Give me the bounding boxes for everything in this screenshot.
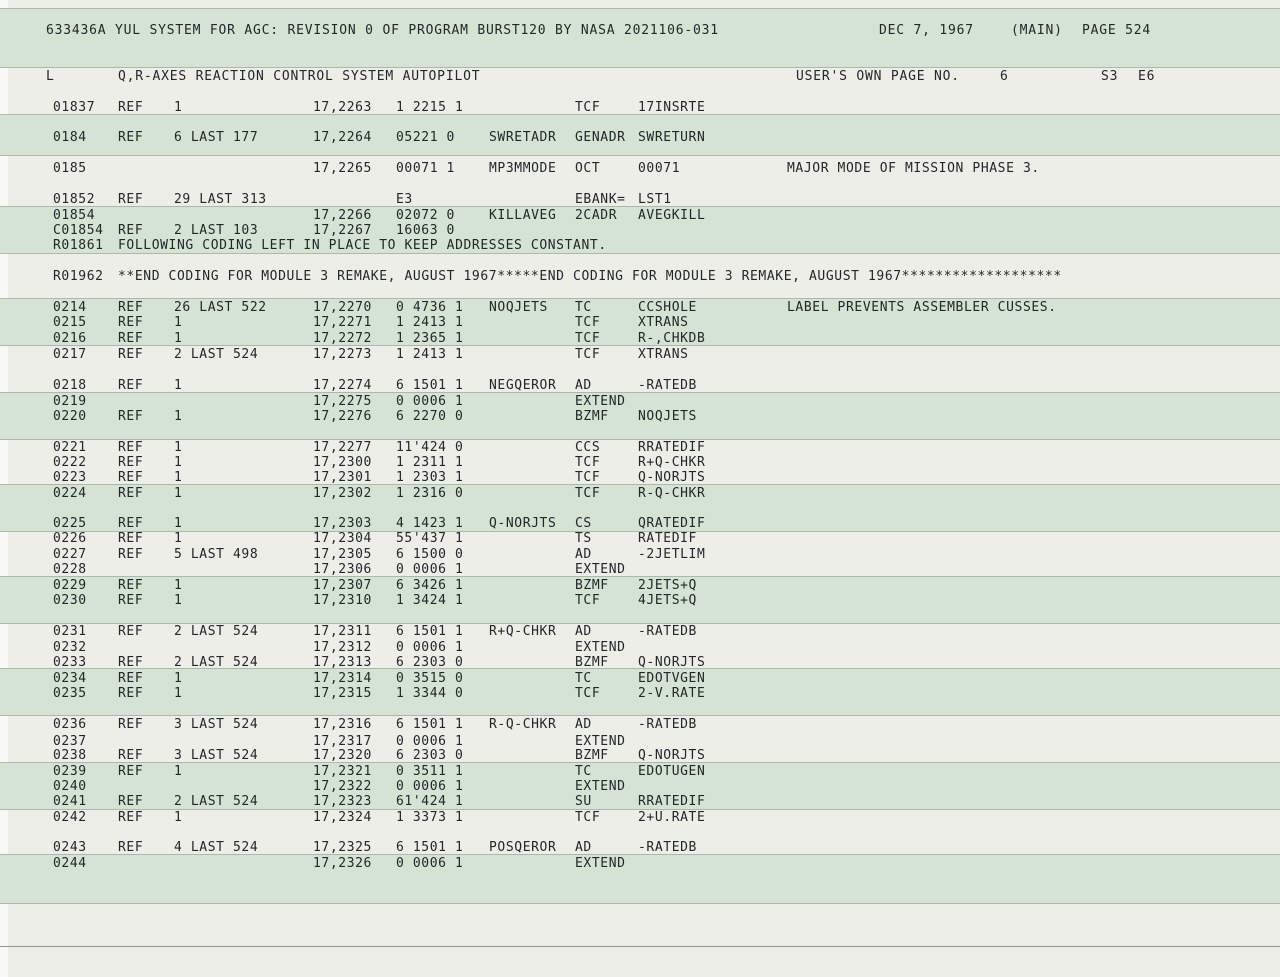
line-operand: -RATEDB — [638, 717, 697, 732]
line-opcode: TCF — [575, 331, 601, 346]
listing-date: DEC 7, 1967 — [879, 23, 974, 38]
line-seq: 0228 — [53, 562, 87, 577]
line-ref: REF — [118, 810, 144, 825]
line-opcode: EBANK= — [575, 192, 626, 207]
line-operand: -2JETLIM — [638, 547, 706, 562]
line-operand: XTRANS — [638, 315, 689, 330]
line-refs: 1 — [174, 486, 183, 501]
green-band — [0, 854, 1280, 904]
page-number: PAGE 524 — [1082, 23, 1152, 38]
users-page-number: 6 — [1000, 69, 1009, 84]
line-word: 1 3344 0 — [396, 686, 464, 701]
line-address: 17,2277 — [313, 440, 372, 455]
line-opcode: AD — [575, 624, 592, 639]
line-address: 17,2267 — [313, 223, 372, 238]
line-seq: R01861 — [53, 238, 104, 253]
line-opcode: TCF — [575, 486, 601, 501]
line-opcode: AD — [575, 547, 592, 562]
line-word: 6 1501 1 — [396, 378, 464, 393]
line-ref: REF — [118, 624, 144, 639]
line-opcode: BZMF — [575, 748, 609, 763]
line-address: 17,2270 — [313, 300, 372, 315]
line-address: 17,2271 — [313, 315, 372, 330]
line-operand: RATEDIF — [638, 531, 697, 546]
line-ref: REF — [118, 794, 144, 809]
line-operand: 2-V.RATE — [638, 686, 706, 701]
line-seq: 0240 — [53, 779, 87, 794]
line-seq: 0231 — [53, 624, 87, 639]
line-operand: AVEGKILL — [638, 208, 706, 223]
line-ref: REF — [118, 547, 144, 562]
line-seq: 0216 — [53, 331, 87, 346]
line-opcode: BZMF — [575, 578, 609, 593]
line-refs: 1 — [174, 378, 183, 393]
line-ref: REF — [118, 470, 144, 485]
line-opcode: TCF — [575, 686, 601, 701]
line-word: 6 2270 0 — [396, 409, 464, 424]
line-refs: 1 — [174, 470, 183, 485]
line-label: NEGQEROR — [489, 378, 557, 393]
subheader-marker: L — [46, 69, 55, 84]
line-seq: 0235 — [53, 686, 87, 701]
line-operand: -RATEDB — [638, 624, 697, 639]
line-ref: REF — [118, 671, 144, 686]
line-operand: RRATEDIF — [638, 440, 706, 455]
line-word: 1 3373 1 — [396, 810, 464, 825]
line-seq: 0236 — [53, 717, 87, 732]
line-refs: 5 LAST 498 — [174, 547, 259, 562]
line-label: R-Q-CHKR — [489, 717, 557, 732]
line-seq: 0241 — [53, 794, 87, 809]
line-opcode: EXTEND — [575, 394, 626, 409]
line-label: MP3MMODE — [489, 161, 557, 176]
line-ref: REF — [118, 578, 144, 593]
line-operand: SWRETURN — [638, 130, 706, 145]
line-opcode: TCF — [575, 100, 601, 115]
line-word: 0 0006 1 — [396, 779, 464, 794]
line-operand: 2+U.RATE — [638, 810, 706, 825]
line-seq: 0218 — [53, 378, 87, 393]
line-ref: REF — [118, 486, 144, 501]
line-ref: REF — [118, 655, 144, 670]
line-address: 17,2302 — [313, 486, 372, 501]
line-word: 1 3424 1 — [396, 593, 464, 608]
line-label: R+Q-CHKR — [489, 624, 557, 639]
green-band — [0, 8, 1280, 68]
line-ref: REF — [118, 130, 144, 145]
line-seq: 0223 — [53, 470, 87, 485]
line-word: 4 1423 1 — [396, 516, 464, 531]
line-ref: REF — [118, 192, 144, 207]
line-opcode: TCF — [575, 810, 601, 825]
line-operand: Q-NORJTS — [638, 748, 706, 763]
line-seq: 0234 — [53, 671, 87, 686]
line-ref: REF — [118, 409, 144, 424]
line-refs: 2 LAST 103 — [174, 223, 259, 238]
line-ref: REF — [118, 331, 144, 346]
line-seq: 0185 — [53, 161, 87, 176]
line-word: 6 1501 1 — [396, 624, 464, 639]
line-opcode: TC — [575, 671, 592, 686]
line-word: 6 2303 0 — [396, 655, 464, 670]
line-refs: 1 — [174, 516, 183, 531]
line-operand: Q-NORJTS — [638, 470, 706, 485]
line-seq: 0219 — [53, 394, 87, 409]
line-seq: 0184 — [53, 130, 87, 145]
line-operand: -RATEDB — [638, 840, 697, 855]
line-word: 6 2303 0 — [396, 748, 464, 763]
line-refs: 1 — [174, 315, 183, 330]
line-address: 17,2276 — [313, 409, 372, 424]
line-ref: REF — [118, 593, 144, 608]
line-opcode: BZMF — [575, 655, 609, 670]
line-address: 17,2313 — [313, 655, 372, 670]
line-seq: 0221 — [53, 440, 87, 455]
line-comment: LABEL PREVENTS ASSEMBLER CUSSES. — [787, 300, 1057, 315]
line-address: 17,2325 — [313, 840, 372, 855]
line-opcode: EXTEND — [575, 640, 626, 655]
line-opcode: TCF — [575, 455, 601, 470]
line-word: 11'424 0 — [396, 440, 464, 455]
line-opcode: SU — [575, 794, 592, 809]
users-page-label: USER'S OWN PAGE NO. — [796, 69, 960, 84]
line-address: 17,2301 — [313, 470, 372, 485]
line-opcode: EXTEND — [575, 779, 626, 794]
line-opcode: 2CADR — [575, 208, 618, 223]
line-address: 17,2326 — [313, 856, 372, 871]
line-refs: 1 — [174, 578, 183, 593]
line-address: 17,2273 — [313, 347, 372, 362]
line-operand: 17INSRTE — [638, 100, 706, 115]
line-word: 61'424 1 — [396, 794, 464, 809]
line-seq: 01852 — [53, 192, 96, 207]
line-seq: 01854 — [53, 208, 96, 223]
line-address: 17,2314 — [313, 671, 372, 686]
line-word: 0 0006 1 — [396, 562, 464, 577]
line-opcode: AD — [575, 378, 592, 393]
line-word: 0 0006 1 — [396, 640, 464, 655]
line-address: 17,2324 — [313, 810, 372, 825]
line-operand: NOQJETS — [638, 409, 697, 424]
line-word: 1 2316 0 — [396, 486, 464, 501]
line-label: POSQEROR — [489, 840, 557, 855]
line-operand: 00071 — [638, 161, 681, 176]
listing-main: (MAIN) — [1011, 23, 1063, 38]
line-ref: REF — [118, 300, 144, 315]
line-operand: R+Q-CHKR — [638, 455, 706, 470]
line-word: 1 2413 1 — [396, 315, 464, 330]
line-word: 0 4736 1 — [396, 300, 464, 315]
line-opcode: GENADR — [575, 130, 626, 145]
line-seq: 0217 — [53, 347, 87, 362]
line-refs: 1 — [174, 671, 183, 686]
line-opcode: OCT — [575, 161, 601, 176]
section-title: Q,R-AXES REACTION CONTROL SYSTEM AUTOPILOT — [118, 69, 481, 84]
line-seq: 0242 — [53, 810, 87, 825]
line-address: 17,2316 — [313, 717, 372, 732]
line-seq: 0226 — [53, 531, 87, 546]
line-ref: REF — [118, 347, 144, 362]
line-seq: 0243 — [53, 840, 87, 855]
line-refs: 2 LAST 524 — [174, 624, 259, 639]
line-operand: R-,CHKDB — [638, 331, 706, 346]
line-address: 17,2310 — [313, 593, 372, 608]
line-seq: 01837 — [53, 100, 96, 115]
line-refs: 26 LAST 522 — [174, 300, 267, 315]
line-label: KILLAVEG — [489, 208, 557, 223]
line-word: 0 3515 0 — [396, 671, 464, 686]
line-refs: 3 LAST 524 — [174, 717, 259, 732]
line-operand: QRATEDIF — [638, 516, 706, 531]
line-seq: 0227 — [53, 547, 87, 562]
line-opcode: TCF — [575, 593, 601, 608]
line-refs: 4 LAST 524 — [174, 840, 259, 855]
line-refs: 1 — [174, 331, 183, 346]
line-seq: C01854 — [53, 223, 104, 238]
line-ref: REF — [118, 315, 144, 330]
line-opcode: TC — [575, 764, 592, 779]
line-seq: 0229 — [53, 578, 87, 593]
line-ref: REF — [118, 748, 144, 763]
line-operand: CCSHOLE — [638, 300, 697, 315]
line-ref: REF — [118, 531, 144, 546]
line-word: 6 1501 1 — [396, 717, 464, 732]
line-word: 1 2215 1 — [396, 100, 464, 115]
line-opcode: EXTEND — [575, 856, 626, 871]
line-address: 17,2322 — [313, 779, 372, 794]
line-operand: R-Q-CHKR — [638, 486, 706, 501]
line-seq: 0232 — [53, 640, 87, 655]
line-address: 17,2315 — [313, 686, 372, 701]
line-address: 17,2264 — [313, 130, 372, 145]
line-ref: REF — [118, 516, 144, 531]
line-seq: 0224 — [53, 486, 87, 501]
line-refs: 2 LAST 524 — [174, 655, 259, 670]
line-ref: FOLLOWING CODING LEFT IN PLACE TO KEEP ADDRESSES CONSTANT. — [118, 238, 607, 253]
line-seq: 0215 — [53, 315, 87, 330]
line-operand: 2JETS+Q — [638, 578, 697, 593]
line-ref: REF — [118, 440, 144, 455]
line-opcode: CS — [575, 516, 592, 531]
line-ref: REF — [118, 223, 144, 238]
line-ref: REF — [118, 764, 144, 779]
line-opcode: TCF — [575, 347, 601, 362]
line-address: 17,2321 — [313, 764, 372, 779]
line-word: 0 0006 1 — [396, 734, 464, 749]
line-refs: 1 — [174, 686, 183, 701]
line-operand: EDOTVGEN — [638, 671, 706, 686]
line-refs: 6 LAST 177 — [174, 130, 259, 145]
line-ref: REF — [118, 686, 144, 701]
s-code: S3 — [1101, 69, 1119, 84]
line-word: E3 — [396, 192, 413, 207]
line-operand: LST1 — [638, 192, 672, 207]
line-refs: 1 — [174, 100, 183, 115]
line-word: 0 3511 1 — [396, 764, 464, 779]
line-opcode: AD — [575, 717, 592, 732]
line-word: 1 2311 1 — [396, 455, 464, 470]
line-word: 05221 0 — [396, 130, 455, 145]
line-operand: 4JETS+Q — [638, 593, 697, 608]
line-seq: 0220 — [53, 409, 87, 424]
line-operand: -RATEDB — [638, 378, 697, 393]
line-address: 17,2323 — [313, 794, 372, 809]
line-word: 00071 1 — [396, 161, 455, 176]
line-opcode: EXTEND — [575, 562, 626, 577]
line-refs: 1 — [174, 531, 183, 546]
line-address: 17,2312 — [313, 640, 372, 655]
line-word: 6 3426 1 — [396, 578, 464, 593]
line-address: 17,2263 — [313, 100, 372, 115]
line-opcode: EXTEND — [575, 734, 626, 749]
line-word: 16063 0 — [396, 223, 455, 238]
line-opcode: TS — [575, 531, 592, 546]
line-ref: REF — [118, 378, 144, 393]
line-ref: **END CODING FOR MODULE 3 REMAKE, AUGUST 1967*****END CODING FOR MODULE 3 REMAKE, AUGUST 1967******************* — [118, 269, 1062, 284]
line-address: 17,2306 — [313, 562, 372, 577]
line-seq: 0237 — [53, 734, 87, 749]
line-word: 6 1500 0 — [396, 547, 464, 562]
line-seq: 0230 — [53, 593, 87, 608]
line-opcode: BZMF — [575, 409, 609, 424]
line-operand: Q-NORJTS — [638, 655, 706, 670]
line-address: 17,2275 — [313, 394, 372, 409]
line-ref: REF — [118, 717, 144, 732]
line-word: 02072 0 — [396, 208, 455, 223]
line-address: 17,2265 — [313, 161, 372, 176]
paper-rule — [0, 946, 1280, 947]
line-address: 17,2274 — [313, 378, 372, 393]
line-seq: R01962 — [53, 269, 104, 284]
line-word: 1 2303 1 — [396, 470, 464, 485]
line-word: 0 0006 1 — [396, 856, 464, 871]
line-word: 1 2365 1 — [396, 331, 464, 346]
line-address: 17,2272 — [313, 331, 372, 346]
line-ref: REF — [118, 455, 144, 470]
line-word: 0 0006 1 — [396, 394, 464, 409]
line-operand: XTRANS — [638, 347, 689, 362]
line-seq: 0214 — [53, 300, 87, 315]
line-refs: 2 LAST 524 — [174, 347, 259, 362]
line-refs: 1 — [174, 810, 183, 825]
line-address: 17,2320 — [313, 748, 372, 763]
line-refs: 3 LAST 524 — [174, 748, 259, 763]
line-label: SWRETADR — [489, 130, 557, 145]
line-refs: 1 — [174, 455, 183, 470]
line-label: Q-NORJTS — [489, 516, 557, 531]
line-word: 1 2413 1 — [396, 347, 464, 362]
line-seq: 0239 — [53, 764, 87, 779]
line-seq: 0238 — [53, 748, 87, 763]
line-comment: MAJOR MODE OF MISSION PHASE 3. — [787, 161, 1040, 176]
line-seq: 0233 — [53, 655, 87, 670]
line-address: 17,2311 — [313, 624, 372, 639]
line-operand: RRATEDIF — [638, 794, 706, 809]
line-address: 17,2305 — [313, 547, 372, 562]
line-seq: 0222 — [53, 455, 87, 470]
line-refs: 1 — [174, 409, 183, 424]
line-address: 17,2300 — [313, 455, 372, 470]
line-word: 55'437 1 — [396, 531, 464, 546]
line-refs: 2 LAST 524 — [174, 794, 259, 809]
line-opcode: CCS — [575, 440, 601, 455]
line-opcode: AD — [575, 840, 592, 855]
line-refs: 1 — [174, 593, 183, 608]
line-ref: REF — [118, 840, 144, 855]
line-ref: REF — [118, 100, 144, 115]
line-address: 17,2303 — [313, 516, 372, 531]
line-opcode: TCF — [575, 315, 601, 330]
line-address: 17,2304 — [313, 531, 372, 546]
line-opcode: TCF — [575, 470, 601, 485]
line-opcode: TC — [575, 300, 592, 315]
line-operand: EDOTUGEN — [638, 764, 706, 779]
line-address: 17,2317 — [313, 734, 372, 749]
line-seq: 0244 — [53, 856, 87, 871]
line-refs: 1 — [174, 764, 183, 779]
line-refs: 29 LAST 313 — [174, 192, 267, 207]
listing-title: 633436A YUL SYSTEM FOR AGC: REVISION 0 OF PROGRAM BURST120 BY NASA 2021106-031 — [46, 23, 719, 38]
line-address: 17,2266 — [313, 208, 372, 223]
line-address: 17,2307 — [313, 578, 372, 593]
line-refs: 1 — [174, 440, 183, 455]
line-word: 6 1501 1 — [396, 840, 464, 855]
line-label: NOQJETS — [489, 300, 548, 315]
e-code: E6 — [1138, 69, 1156, 84]
line-seq: 0225 — [53, 516, 87, 531]
